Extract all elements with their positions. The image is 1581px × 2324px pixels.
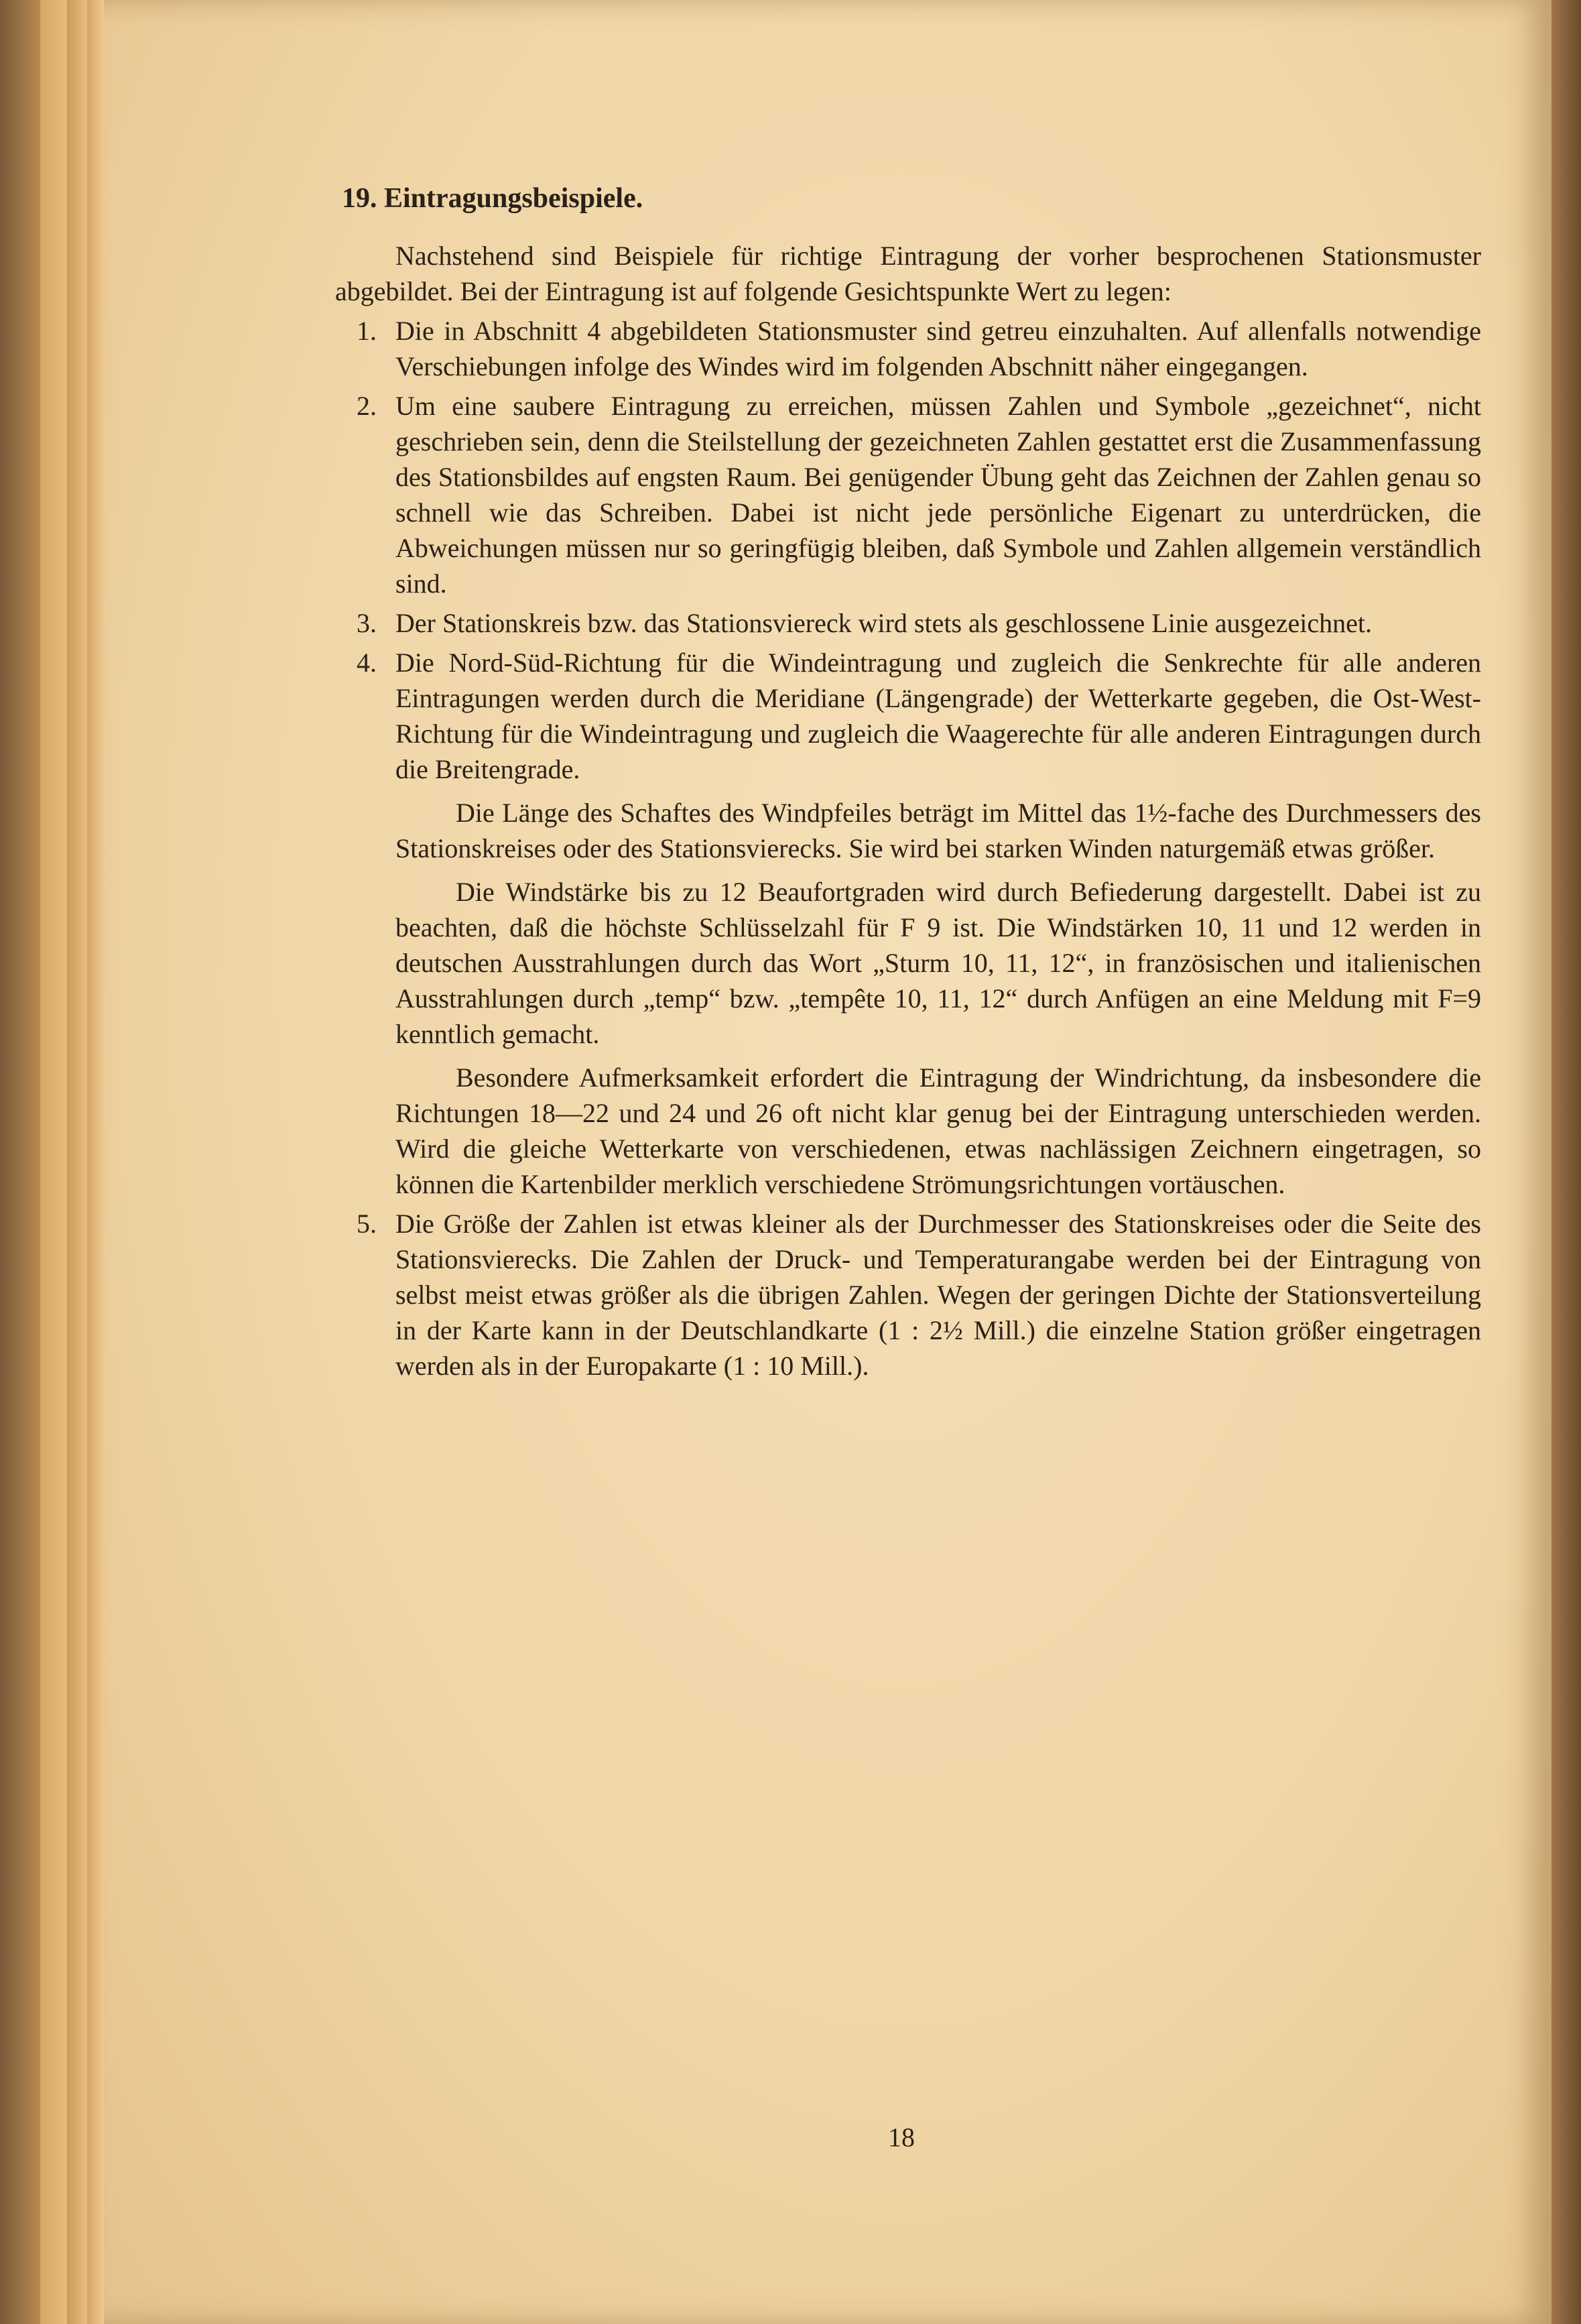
list-item-paragraph: Die Größe der Zahlen ist etwas kleiner als der Durchmesser des Stationskreises oder die Seite des Stationsvierecks. Die Zahlen der Druck- und Temperaturangabe werden bei der Eintragung von selbst meist etwas größer als die übrigen Zahlen. Wegen der geringen Dichte der Stationsverteilung in der Karte kann in der Deutschlandkarte (1 : 2½ Mill.) die einzelne Station größer eingetragen werden als in der Europakarte (1 : 10 Mill.). xyxy=(395,1209,1481,1381)
list-item-number: 5. xyxy=(357,1209,377,1239)
list-item xyxy=(335,313,1481,384)
list-item xyxy=(335,1206,1481,1384)
list-item-body xyxy=(395,313,1481,384)
list-item-paragraph: Die Nord-Süd-Richtung für die Windeintragung und zugleich die Senkrechte für alle anderen Eintragungen werden durch die Meridiane (Längengrade) der Wetterkarte gegeben, die Ost-West-Richtung für die Windeintragung und zugleich die Waagerechte für alle anderen Eintragungen durch die Breitengrade. xyxy=(395,648,1481,784)
page-content xyxy=(335,181,1481,1384)
book-spine-shadow xyxy=(1552,0,1581,2324)
page-stack-edge xyxy=(0,0,40,2324)
page-stack-edge xyxy=(67,0,87,2324)
list-item-paragraph: Der Stationskreis bzw. das Stationsviereck wird stets als geschlossene Linie ausgezeichnet. xyxy=(395,608,1373,638)
list-item xyxy=(335,388,1481,601)
list-item-paragraph: Die in Abschnitt 4 abgebildeten Stationsmuster sind getreu einzuhalten. Auf allenfalls notwendige Verschiebungen infolge des Windes wird im folgenden Abschnitt näher eingegangen. xyxy=(395,316,1481,381)
list-item xyxy=(335,605,1481,641)
list-item-paragraph: Besondere Aufmerksamkeit erfordert die Eintragung der Windrichtung, da insbesondere die Richtungen 18—22 und 24 und 26 oft nicht klar genug bei der Eintragung unterschieden werden. Wird die gleiche Wetterkarte von verschiedenen, etwas nachlässigen Zeichnern eingetragen, so können die Kartenbilder merklich verschiedene Strömungsrichtungen vortäuschen. xyxy=(395,1062,1481,1199)
list-item-body xyxy=(395,388,1481,601)
list-item-number: 4. xyxy=(357,648,377,678)
page-stack-edge xyxy=(40,0,67,2324)
intro-paragraph: Nachstehend sind Beispiele für richtige Eintragung der vorher besprochenen Stationsmuster abgebildet. Bei der Eintragung ist auf folgende Gesichtspunkte Wert zu legen: xyxy=(335,241,1481,306)
list-item-number: 2. xyxy=(357,391,377,421)
list-item-body xyxy=(395,1206,1481,1384)
list-item-number: 3. xyxy=(357,608,377,638)
page-stack-edge xyxy=(87,0,104,2324)
list-item-number: 1. xyxy=(357,316,377,346)
list-item-paragraph: Um eine saubere Eintragung zu erreichen, müssen Zahlen und Symbole „gezeichnet“, nicht geschrieben sein, denn die Steilstellung der gezeichneten Zahlen gestattet erst die Zusammenfassung des Stationsbildes auf engsten Raum. Bei genügender Übung geht das Zeichnen der Zahlen genau so schnell wie das Schreiben. Dabei ist nicht jede persönliche Eigenart zu unterdrücken, die Abweichungen müssen nur so geringfügig bleiben, daß Symbole und Zahlen allgemein verständlich sind. xyxy=(395,391,1481,599)
list-item-body xyxy=(395,645,1481,1202)
list-item-body xyxy=(395,605,1481,641)
list-item-paragraph: Die Länge des Schaftes des Windpfeiles beträgt im Mittel das 1½-fache des Durchmessers des Stationskreises oder des Stationsvierecks. Sie wird bei starken Winden naturgemäß etwas größer. xyxy=(395,798,1481,863)
section-heading: 19. Eintragungsbeispiele. xyxy=(342,183,643,214)
list-item xyxy=(335,645,1481,1202)
list-item-paragraph: Die Windstärke bis zu 12 Beaufortgraden wird durch Befiederung dargestellt. Dabei ist zu beachten, daß die höchste Schlüsselzahl für F 9 ist. Die Windstärken 10, 11 und 12 werden in deutschen Ausstrahlungen durch das Wort „Sturm 10, 11, 12“, in französischen und italienischen Ausstrahlungen durch „temp“ bzw. „tempête 10, 11, 12“ durch Anfügen an eine Meldung mit F=9 kenntlich gemacht. xyxy=(395,877,1481,1049)
page-number: 18 xyxy=(888,2122,915,2152)
